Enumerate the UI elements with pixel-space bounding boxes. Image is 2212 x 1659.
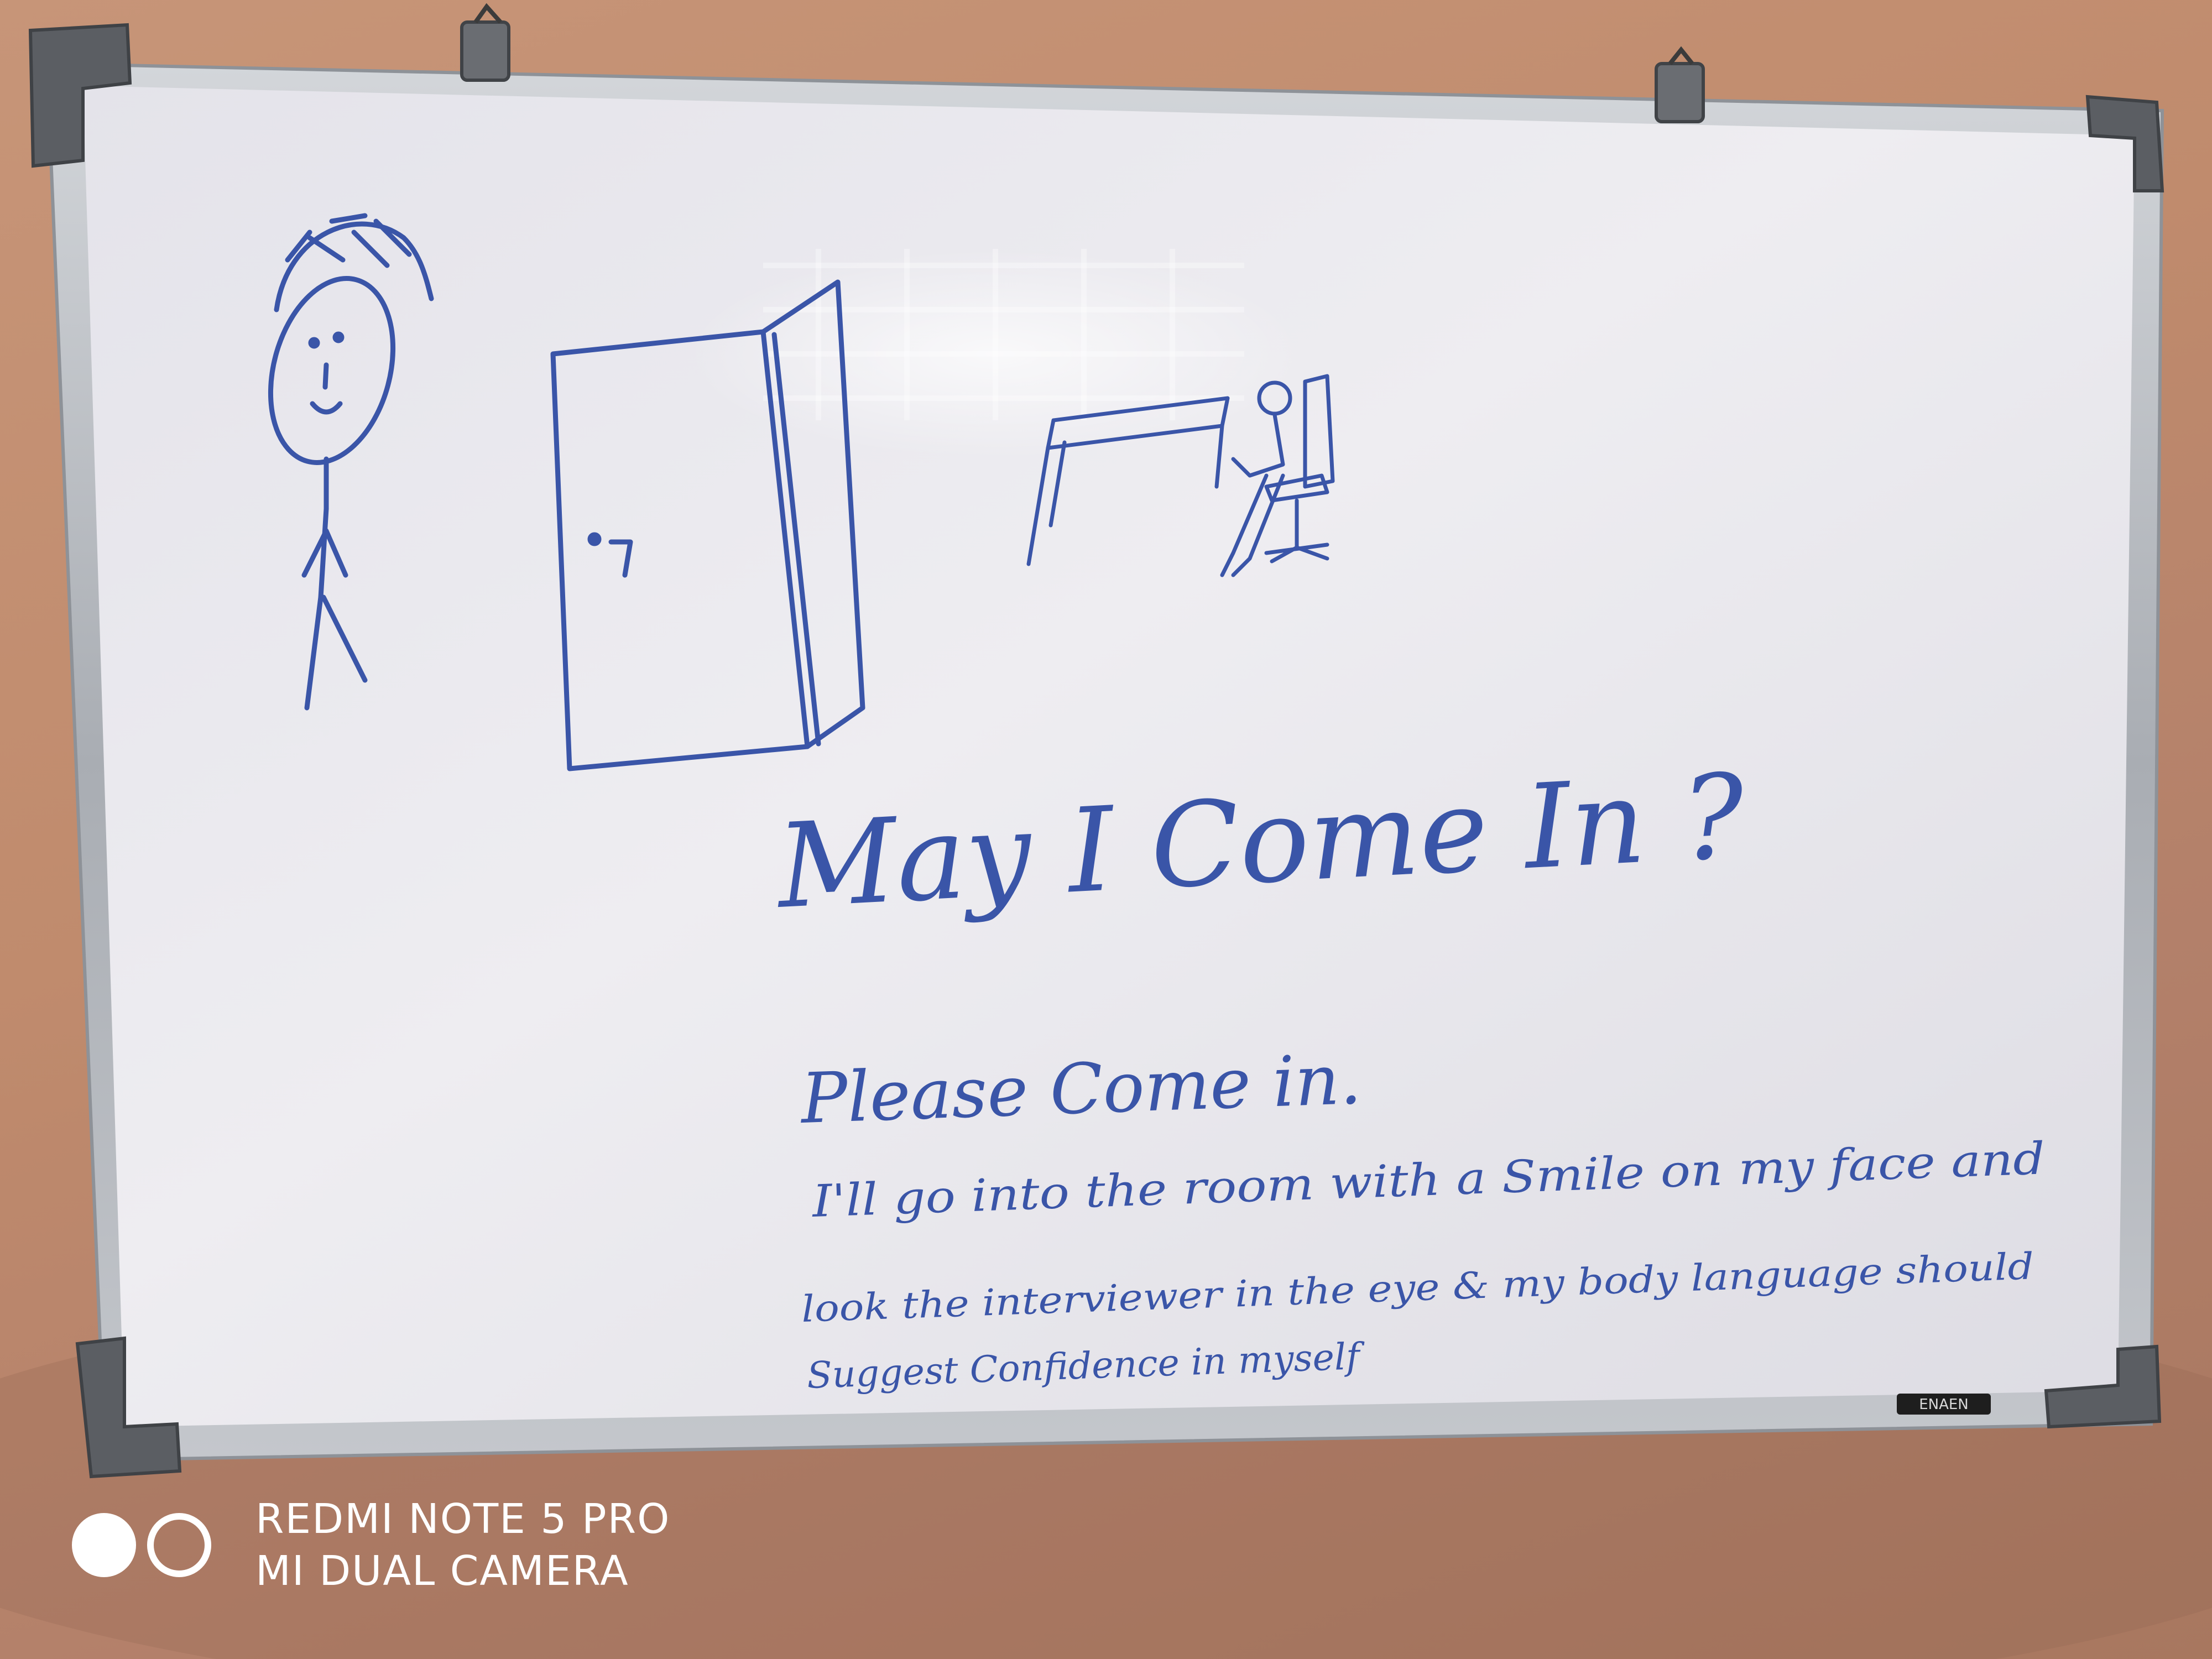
watermark-device: REDMI NOTE 5 PRO: [255, 1495, 671, 1543]
brand-sticker-label: ENAEN: [1919, 1396, 1969, 1413]
heading-may-i-come-in: May I Come In ?: [774, 748, 1748, 935]
clip-right: [1656, 64, 1703, 122]
text-line-body-language: look the interviewer in the eye & my body language should: [800, 1249, 1897, 1331]
clip-hooks: [476, 7, 1692, 64]
watermark-dot-filled-icon: [72, 1513, 136, 1577]
door-knob: [590, 535, 599, 544]
text-line-smile: I'll go into the room with a Smile on my face and: [811, 1138, 1907, 1227]
figure-eye-left: [311, 340, 317, 346]
watermark-dot-ring-icon: [147, 1513, 211, 1577]
camera-watermark: [72, 1493, 670, 1597]
watermark-camera: MI DUAL CAMERA: [255, 1547, 629, 1595]
whiteboard-frame: [47, 64, 2162, 1460]
figure-nose: [325, 365, 326, 387]
brand-sticker: [1897, 1394, 1991, 1415]
figure-eye-right: [335, 334, 342, 341]
clip-left: [462, 22, 509, 80]
reply-please-come-in: Please Come in.: [799, 1039, 1363, 1139]
watermark-text: [255, 1493, 670, 1597]
text-line-confidence: Suggest Confidence in myself: [806, 1335, 1357, 1397]
